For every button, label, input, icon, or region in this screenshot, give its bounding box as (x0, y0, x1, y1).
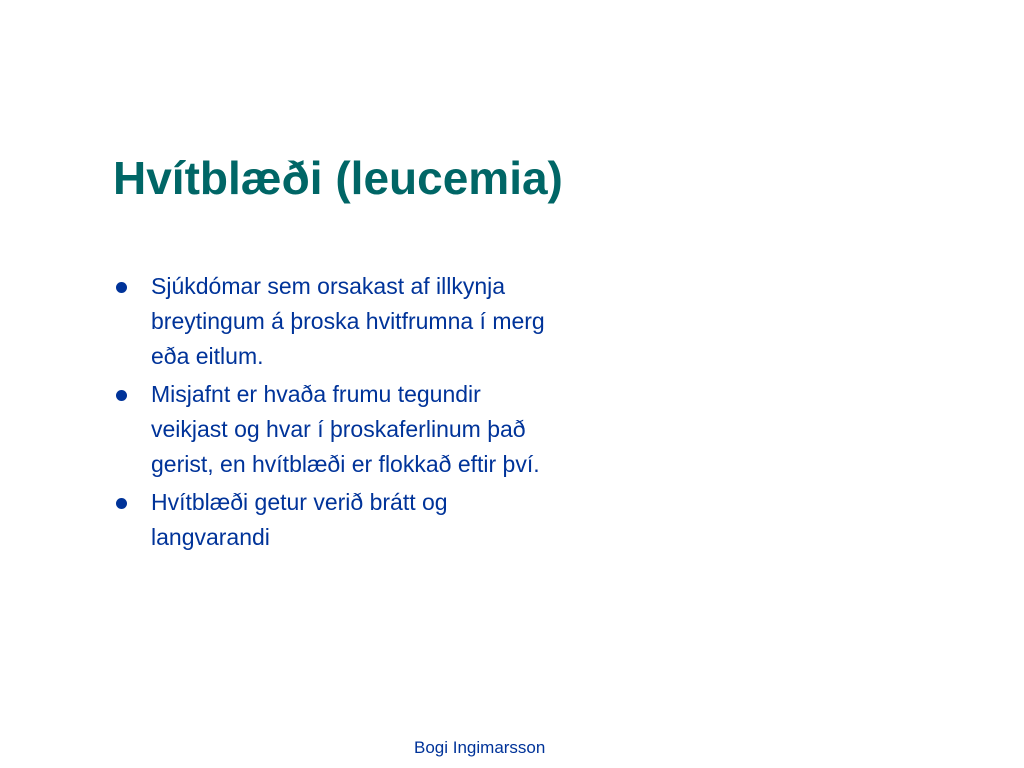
bullet-item (113, 269, 553, 374)
slide-title: Hvítblæði (leucemia) (113, 152, 563, 204)
bullet-list (113, 269, 553, 558)
bullet-text: Hvítblæði getur verið brátt og langvarandi (151, 489, 448, 550)
bullet-text: Misjafnt er hvaða frumu tegundir veikjast og hvar í þroskaferlinum það gerist, en hvítblæði er flokkað eftir því. (151, 381, 540, 477)
bullet-dot-icon (116, 390, 127, 401)
bullet-item (113, 485, 553, 555)
bullet-text: Sjúkdómar sem orsakast af illkynja breytingum á þroska hvitfrumna í merg eða eitlum. (151, 273, 545, 369)
bullet-dot-icon (116, 282, 127, 293)
bullet-dot-icon (116, 498, 127, 509)
bullet-item (113, 377, 553, 482)
footer-author: Bogi Ingimarsson (414, 738, 546, 757)
